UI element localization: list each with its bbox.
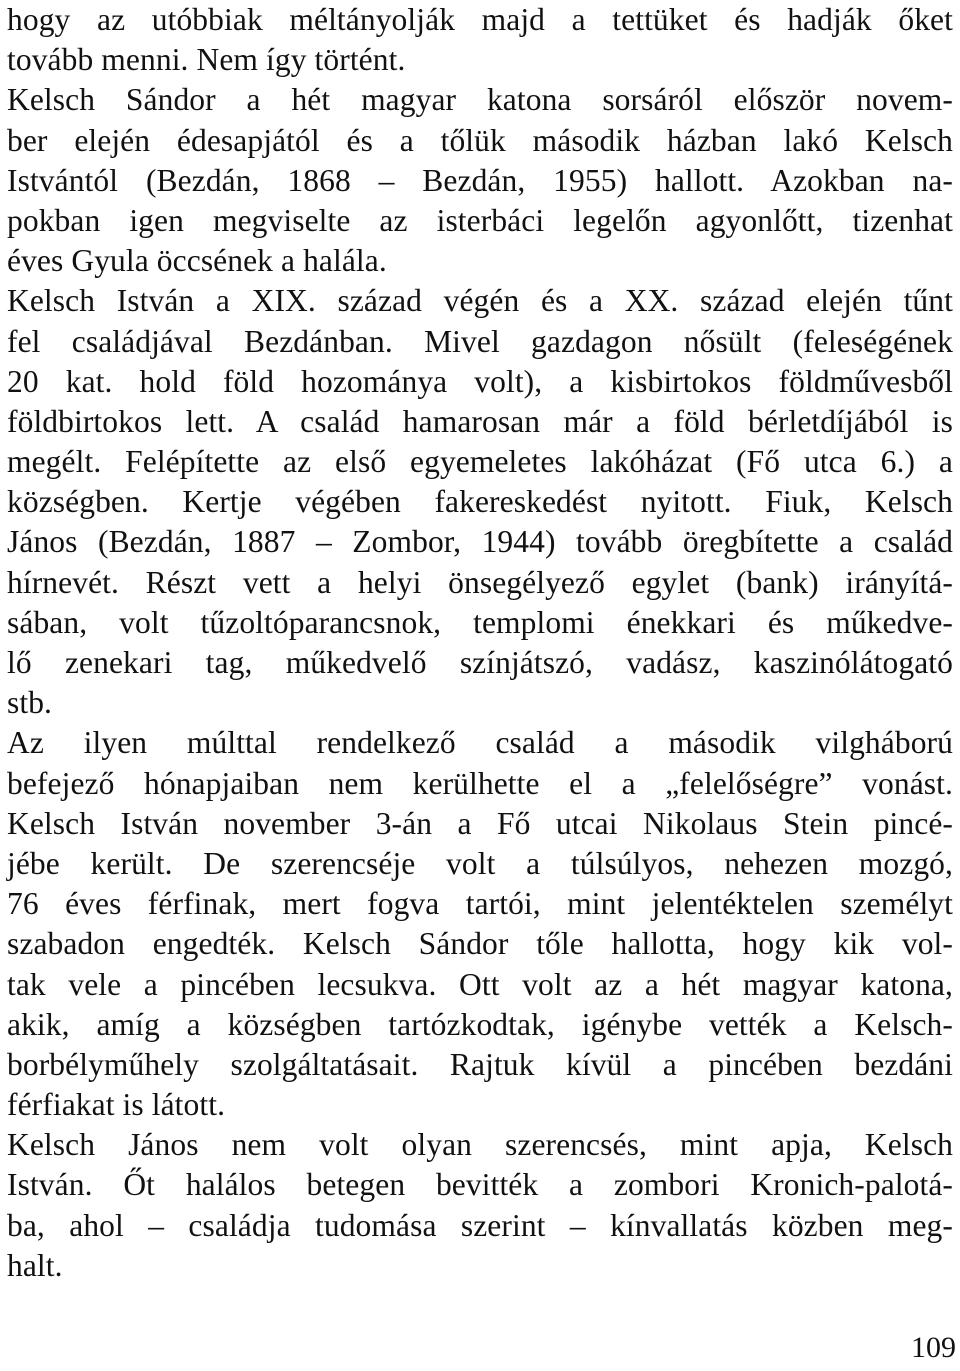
text-line: fel családjával Bezdánban. Mivel gazdagon nősült (feleségének bbox=[7, 323, 953, 359]
text-line: akik, amíg a községben tartózkodtak, igénybe vették a Kelsch- bbox=[7, 1006, 953, 1042]
text-line: földbirtokos lett. A család hamarosan már a föld bérletdíjából is bbox=[7, 403, 953, 439]
text-line: községben. Kertje végében fakereskedést nyitott. Fiuk, Kelsch bbox=[7, 484, 953, 520]
text-line: János (Bezdán, 1887 – Zombor, 1944) tovább öregbítette a család bbox=[7, 524, 953, 560]
text-line: éves Gyula öccsének a halála. bbox=[7, 243, 387, 279]
text-line: megélt. Felépítette az első egyemeletes lakóházat (Fő utca 6.) a bbox=[7, 444, 953, 480]
text-line: hírnevét. Részt vett a helyi önsegélyező egylet (bank) irányítá- bbox=[7, 564, 953, 600]
text-line: István. Őt halálos betegen bevitték a zombori Kronich-palotá- bbox=[7, 1167, 953, 1203]
text-line: Az ilyen múlttal rendelkező család a második vilgháború bbox=[7, 725, 953, 761]
text-line: Kelsch István a XIX. század végén és a XX. század elején tűnt bbox=[7, 283, 953, 319]
text-line: borbélyműhely szolgáltatásait. Rajtuk kívül a pincében bezdáni bbox=[7, 1046, 953, 1082]
page-number: 109 bbox=[911, 1331, 956, 1364]
text-line: ber elején édesapjától és a tőlük második házban lakó Kelsch bbox=[7, 122, 953, 158]
text-line: Kelsch István november 3-án a Fő utcai Nikolaus Stein pincé- bbox=[7, 805, 953, 841]
text-line: tovább menni. Nem így történt. bbox=[7, 42, 406, 78]
text-line: halt. bbox=[7, 1247, 63, 1283]
text-line: 76 éves férfinak, mert fogva tartói, mint jelentéktelen személyt bbox=[7, 886, 953, 922]
text-line: férfiakat is látott. bbox=[7, 1087, 226, 1123]
text-line: befejező hónapjaiban nem kerülhette el a „felelőségre” vonást. bbox=[7, 765, 953, 801]
text-line: lő zenekari tag, műkedvelő színjátszó, vadász, kaszinólátogató bbox=[7, 645, 953, 680]
text-line: sában, volt tűzoltóparancsnok, templomi énekkari és műkedve- bbox=[7, 604, 953, 640]
text-line: jébe került. De szerencséje volt a túlsúlyos, nehezen mozgó, bbox=[7, 845, 953, 881]
body-text bbox=[7, 0, 953, 1286]
text-line: Istvántól (Bezdán, 1868 – Bezdán, 1955) hallott. Azokban na- bbox=[7, 162, 953, 198]
text-line: szabadon engedték. Kelsch Sándor tőle hallotta, hogy kik vol- bbox=[7, 926, 953, 962]
text-line: Kelsch János nem volt olyan szerencsés, mint apja, Kelsch bbox=[7, 1127, 953, 1163]
text-line: hogy az utóbbiak méltányolják majd a tettüket és hadják őket bbox=[7, 2, 953, 37]
text-line: tak vele a pincében lecsukva. Ott volt az a hét magyar katona, bbox=[7, 966, 953, 1002]
text-line: stb. bbox=[7, 685, 53, 721]
text-line: pokban igen megviselte az isterbáci legelőn agyonlőtt, tizenhat bbox=[7, 202, 953, 238]
text-line: ba, ahol – családja tudomása szerint – kínvallatás közben meg- bbox=[7, 1207, 953, 1243]
text-line: 20 kat. hold föld hozománya volt), a kisbirtokos földművesből bbox=[7, 363, 953, 399]
text-line: Kelsch Sándor a hét magyar katona sorsáról először novem- bbox=[7, 82, 953, 118]
